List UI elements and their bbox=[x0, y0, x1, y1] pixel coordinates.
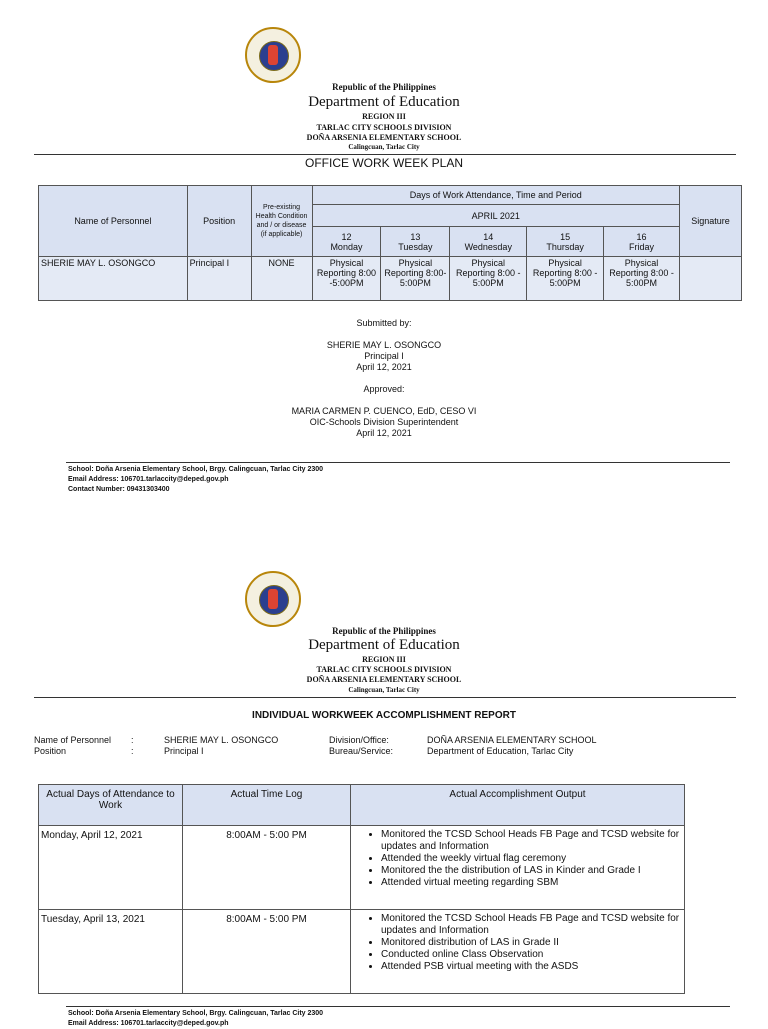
day-number: 12 bbox=[341, 231, 352, 242]
submitted-name: SHERIE MAY L. OSONGCO bbox=[326, 340, 442, 350]
row-output bbox=[351, 826, 685, 910]
table-row bbox=[39, 826, 685, 910]
footer-rule bbox=[66, 1006, 730, 1007]
division-line: TARLAC CITY SCHOOLS DIVISION bbox=[316, 123, 452, 132]
row-time: 8:00AM - 5:00 PM bbox=[183, 910, 351, 994]
approved-title: OIC-Schools Division Superintendent bbox=[309, 417, 459, 427]
list-item: • Attended PSB virtual meeting with the ASDS bbox=[381, 961, 680, 973]
col-days-header: Actual Days of Attendance to Work bbox=[39, 785, 183, 826]
approved-date: April 12, 2021 bbox=[356, 428, 412, 438]
output-list bbox=[365, 913, 680, 973]
day-header-thursday bbox=[527, 227, 604, 257]
month-header: APRIL 2021 bbox=[312, 205, 680, 227]
deped-seal-logo bbox=[245, 27, 301, 83]
school-line: DOÑA ARSENIA ELEMENTARY SCHOOL bbox=[306, 133, 462, 142]
footer bbox=[68, 465, 323, 495]
name-label: Name of Personnel bbox=[34, 735, 112, 745]
list-item: • Attended virtual meeting regarding SBM bbox=[381, 877, 680, 889]
bureau-value: Department of Education, Tarlac City bbox=[427, 746, 574, 756]
report-title: INDIVIDUAL WORKWEEK ACCOMPLISHMENT REPORT bbox=[252, 710, 516, 721]
row-day-value: Physical Reporting 8:00 - 5:00PM bbox=[604, 257, 680, 301]
table-row bbox=[39, 257, 742, 301]
list-item: • Conducted online Class Observation bbox=[381, 949, 680, 961]
accomplishment-table bbox=[38, 784, 685, 994]
colon: : bbox=[131, 746, 134, 756]
address-line: Calingcuan, Tarlac City bbox=[348, 143, 420, 151]
col-name-header: Name of Personnel bbox=[39, 186, 188, 257]
deped-seal-logo bbox=[245, 571, 301, 627]
republic-line: Republic of the Philippines bbox=[332, 82, 436, 92]
footer-email: Email Address: 106701.tarlaccity@deped.gov.ph bbox=[68, 1020, 229, 1027]
day-header-wednesday bbox=[450, 227, 527, 257]
row-day-value: Physical Reporting 8:00 -5:00PM bbox=[312, 257, 381, 301]
list-item: • Monitored distribution of LAS in Grade II bbox=[381, 937, 680, 949]
col-time-header: Actual Time Log bbox=[183, 785, 351, 826]
department-title: Department of Education bbox=[308, 637, 460, 653]
row-day-value: Physical Reporting 8:00 - 5:00PM bbox=[527, 257, 604, 301]
row-day: Monday, April 12, 2021 bbox=[39, 826, 183, 910]
day-number: 14 bbox=[483, 231, 494, 242]
day-name: Thursday bbox=[546, 241, 584, 252]
day-name: Friday bbox=[629, 241, 655, 252]
plan-title: OFFICE WORK WEEK PLAN bbox=[304, 156, 463, 170]
row-day-value: Physical Reporting 8:00-5:00PM bbox=[381, 257, 450, 301]
list-item: • Monitored the TCSD School Heads FB Page and TCSD website for updates and Information bbox=[381, 913, 680, 937]
row-signature bbox=[680, 257, 742, 301]
col-output-header: Actual Accomplishment Output bbox=[351, 785, 685, 826]
approved-name: MARIA CARMEN P. CUENCO, EdD, CESO VI bbox=[291, 406, 477, 416]
day-number: 15 bbox=[560, 231, 571, 242]
col-position-header: Position bbox=[187, 186, 251, 257]
footer-school: School: Doña Arsenia Elementary School, Brgy. Calingcuan, Tarlac City 2300 bbox=[68, 1010, 324, 1017]
signature-block bbox=[0, 318, 768, 439]
output-list bbox=[365, 829, 680, 889]
division-line: TARLAC CITY SCHOOLS DIVISION bbox=[316, 665, 452, 674]
day-header-monday bbox=[312, 227, 381, 257]
col-condition-header: Pre-existing Health Condition and / or disease (if applicable) bbox=[251, 186, 312, 257]
colon: : bbox=[131, 735, 134, 745]
day-name: Tuesday bbox=[398, 241, 433, 252]
approved-label: Approved: bbox=[363, 384, 405, 394]
row-position: Principal I bbox=[187, 257, 251, 301]
division-value: DOÑA ARSENIA ELEMENTARY SCHOOL bbox=[427, 735, 597, 745]
division-label: Division/Office: bbox=[329, 735, 389, 745]
address-line: Calingcuan, Tarlac City bbox=[348, 686, 420, 694]
footer-school: School: Doña Arsenia Elementary School, Brgy. Calingcuan, Tarlac City 2300 bbox=[68, 466, 324, 473]
row-name: SHERIE MAY L. OSONGCO bbox=[39, 257, 188, 301]
school-line: DOÑA ARSENIA ELEMENTARY SCHOOL bbox=[306, 675, 462, 684]
submitted-title: Principal I bbox=[364, 351, 404, 361]
position-label: Position bbox=[34, 746, 67, 756]
row-condition: NONE bbox=[251, 257, 312, 301]
col-days-header: Days of Work Attendance, Time and Period bbox=[312, 186, 680, 205]
row-time: 8:00AM - 5:00 PM bbox=[183, 826, 351, 910]
row-day-value: Physical Reporting 8:00 - 5:00PM bbox=[450, 257, 527, 301]
submitted-label: Submitted by: bbox=[356, 318, 412, 328]
day-number: 16 bbox=[636, 231, 647, 242]
day-header-friday bbox=[604, 227, 680, 257]
republic-line: Republic of the Philippines bbox=[332, 626, 436, 636]
header-rule bbox=[34, 697, 736, 698]
list-item: • Attended the weekly virtual flag ceremony bbox=[381, 853, 680, 865]
footer-rule bbox=[66, 462, 730, 463]
day-header-tuesday bbox=[381, 227, 450, 257]
region-line: REGION III bbox=[362, 655, 406, 664]
table-row bbox=[39, 910, 685, 994]
header-rule bbox=[34, 154, 736, 155]
submitted-date: April 12, 2021 bbox=[356, 362, 412, 372]
day-name: Monday bbox=[330, 241, 363, 252]
footer-email: Email Address: 106701.tarlaccity@deped.gov.ph bbox=[68, 476, 229, 483]
list-item: • Monitored the the distribution of LAS in Kinder and Grade I bbox=[381, 865, 680, 877]
footer-contact: Contact Number: 09431303400 bbox=[68, 486, 170, 493]
footer bbox=[68, 1009, 323, 1029]
position-value: Principal I bbox=[164, 746, 204, 756]
work-week-plan-table bbox=[38, 185, 742, 301]
bureau-label: Bureau/Service: bbox=[329, 746, 394, 756]
name-value: SHERIE MAY L. OSONGCO bbox=[164, 735, 279, 745]
row-day: Tuesday, April 13, 2021 bbox=[39, 910, 183, 994]
region-line: REGION III bbox=[362, 112, 406, 121]
col-signature-header: Signature bbox=[680, 186, 742, 257]
row-output bbox=[351, 910, 685, 994]
day-name: Wednesday bbox=[464, 241, 512, 252]
list-item: • Monitored the TCSD School Heads FB Page and TCSD website for updates and Information bbox=[381, 829, 680, 853]
department-title: Department of Education bbox=[308, 94, 460, 110]
day-number: 13 bbox=[410, 231, 421, 242]
